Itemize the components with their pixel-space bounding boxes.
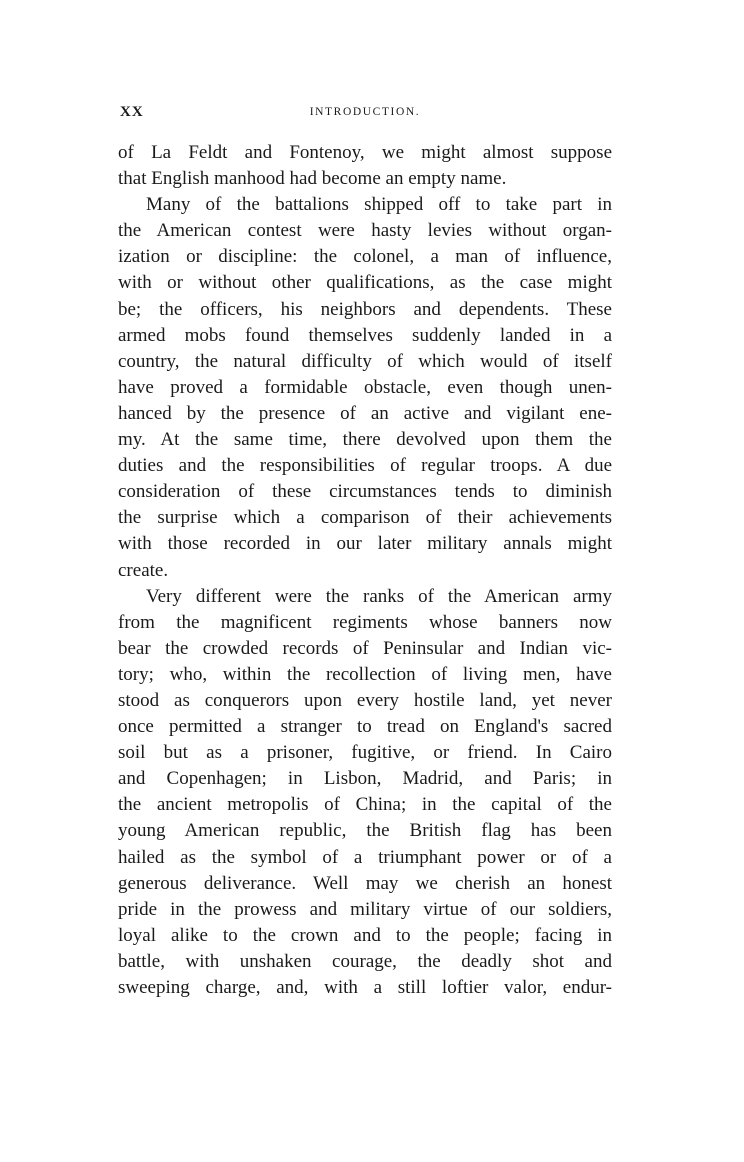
body-text xyxy=(118,140,612,1001)
text-line: the American contest were hasty levies without organ- xyxy=(118,220,612,242)
text-line: loyal alike to the crown and to the people; facing in xyxy=(118,924,612,946)
running-title: INTRODUCTION. xyxy=(309,106,421,118)
running-head xyxy=(118,104,612,124)
text-line: sweeping charge, and, with a still loftier valor, endur- xyxy=(118,977,612,998)
text-line: bear the crowded records of Peninsular and Indian vic- xyxy=(118,637,612,659)
text-line: stood as conquerors upon every hostile land, yet never xyxy=(118,689,612,711)
text-line: hanced by the presence of an active and vigilant ene- xyxy=(118,402,612,424)
text-line: of La Feldt and Fontenoy, we might almost suppose xyxy=(118,142,612,163)
page-number: XX xyxy=(120,104,144,120)
text-line: duties and the responsibilities of regular troops. A due xyxy=(118,455,612,477)
text-line: the surprise which a comparison of their achievements xyxy=(118,507,612,529)
text-line: soil but as a prisoner, fugitive, or friend. In Cairo xyxy=(118,742,612,764)
text-line: Very different were the ranks of the American army xyxy=(146,585,612,607)
text-line: and Copenhagen; in Lisbon, Madrid, and Paris; in xyxy=(118,768,612,790)
text-line: consideration of these circumstances tends to diminish xyxy=(118,481,612,503)
text-line: create. xyxy=(118,559,169,581)
text-line: be; the officers, his neighbors and dependents. These xyxy=(118,298,612,320)
text-line: once permitted a stranger to tread on England's sacred xyxy=(118,716,612,738)
text-line: have proved a formidable obstacle, even though unen- xyxy=(118,376,612,398)
text-line: that English manhood had become an empty name. xyxy=(118,168,507,190)
text-line: generous deliverance. Well may we cherish an honest xyxy=(118,872,612,894)
text-line: armed mobs found themselves suddenly landed in a xyxy=(118,324,612,346)
text-line: battle, with unshaken courage, the deadly shot and xyxy=(118,950,612,972)
text-line: tory; who, within the recollection of living men, have xyxy=(118,663,612,685)
text-line: Many of the battalions shipped off to take part in xyxy=(146,194,612,216)
text-line: pride in the prowess and military virtue of our soldiers, xyxy=(118,898,612,920)
text-line: my. At the same time, there devolved upon them the xyxy=(118,429,612,451)
text-line: country, the natural difficulty of which would of itself xyxy=(118,350,612,372)
text-line: with those recorded in our later military annals might xyxy=(118,533,612,555)
text-line: with or without other qualifications, as the case might xyxy=(118,272,612,294)
text-line: hailed as the symbol of a triumphant power or of a xyxy=(118,846,612,868)
text-line: the ancient metropolis of China; in the capital of the xyxy=(118,794,612,816)
text-line: young American republic, the British flag has been xyxy=(118,820,612,842)
text-line: from the magnificent regiments whose banners now xyxy=(118,611,612,633)
text-line: ization or discipline: the colonel, a man of influence, xyxy=(118,246,612,268)
